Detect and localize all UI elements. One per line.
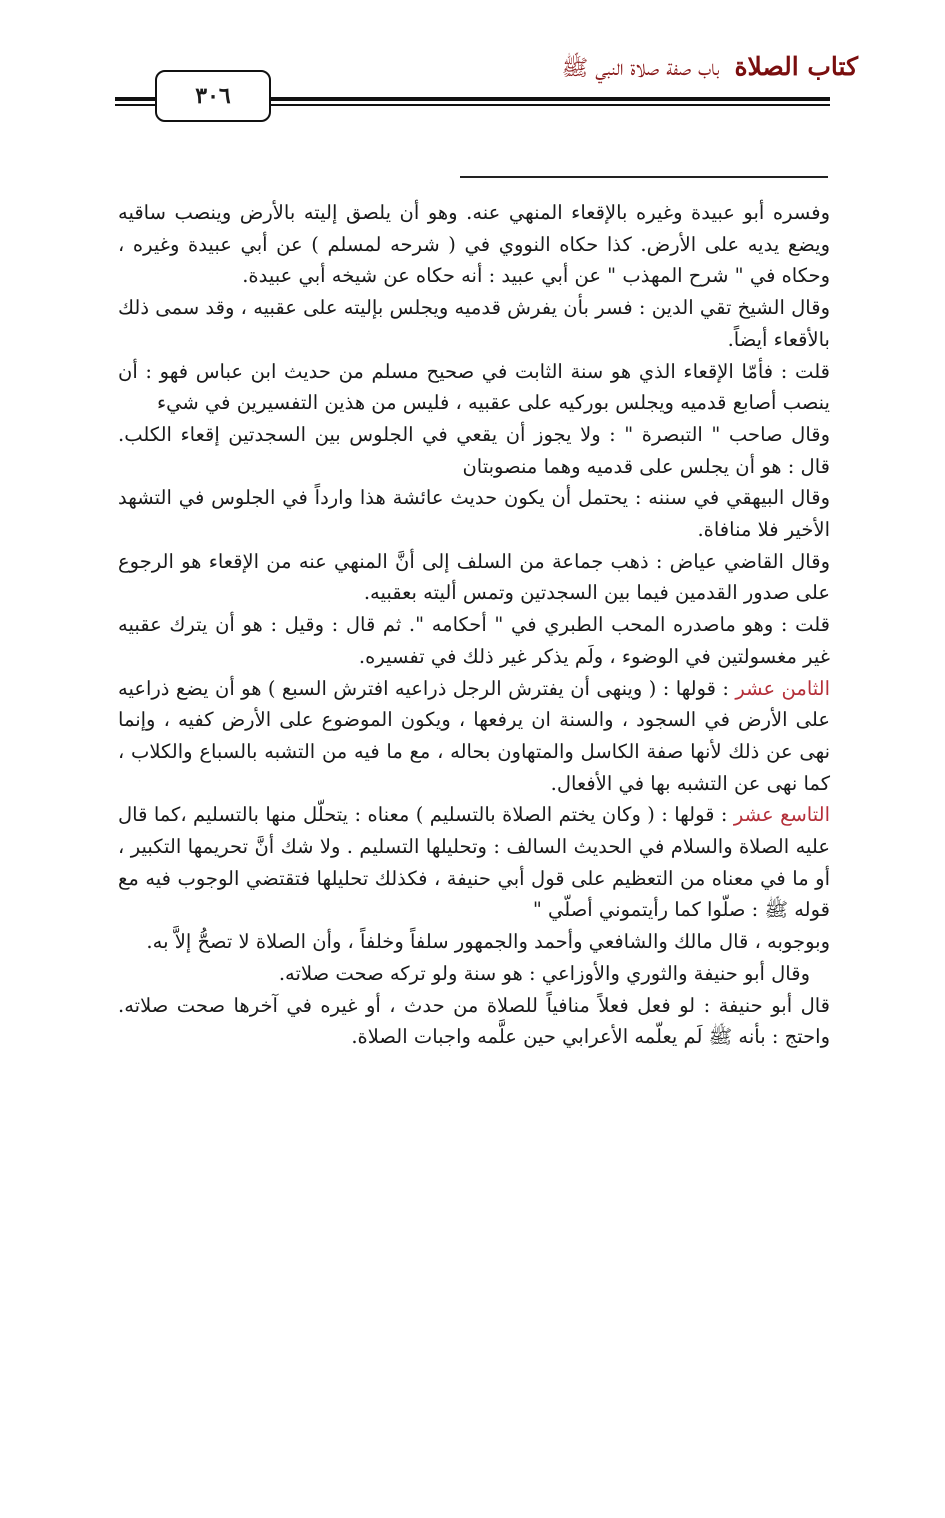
paragraph-text: : قولها : ( وكان يختم الصلاة بالتسليم ) معناه : يتحلّل منها بالتسليم ،كما قال عليه الصلاة والسلام في الحديث السالف : وتحليلها التسليم . ولا شك أنَّ تحريمها التكبير ، أو ما في معناه من التعظيم على قول أبي حنيفة ، فكذلك تحليلها فتقتضي الوجوب فيه مع قوله ﷺ : صلّوا كما رأيتموني أصلّي " [118,803,830,922]
paragraph-text: وقال الشيخ تقي الدين : فسر بأن يفرش قدميه ويجلس بإليته على عقبيه ، وقد سمى ذلك بالأقعاء أيضاً. [118,296,830,351]
paragraph [118,990,830,1053]
page-number: ٣٠٦ [195,83,231,109]
section-lead: الثامن عشر [735,676,831,700]
running-title [562,52,858,86]
paragraph [118,292,830,355]
paragraph-text: قال أبو حنيفة : لو فعل فعلاً منافياً للصلاة من حدث ، أو غيره في آخرها صحت صلاته. واحتج : بأنه ﷺ لَم يعلّمه الأعرابي حين علَّمه واجبات الصلاة. [118,993,830,1049]
paragraph [118,799,830,926]
paragraph [118,482,830,545]
paragraph-text: قلت : وهو ماصدره المحب الطبري في " أحكامه ". ثم قال : وقيل : هو أن يترك عقبيه غير مغسولتين في الوضوء ، ولَم يذكر غير ذلك في تفسيره. [118,613,830,668]
chapter-title: باب صفة صلاة النبي ﷺ [561,56,720,81]
paragraph-text: وقال صاحب " التبصرة " : ولا يجوز أن يقعي في الجلوس بين السجدتين إقعاء الكلب. قال : هو أن يجلس على قدميه وهما منصوبتان [118,422,830,478]
section-lead: التاسع عشر [733,803,830,827]
page-header [0,0,945,130]
paragraph-text: وقال أبو حنيفة والثوري والأوزاعي : هو سنة ولو تركه صحت صلاته. [278,961,810,985]
paragraph-text: : قولها : ( وينهى أن يفترش الرجل ذراعيه افترش السبع ) هو أن يضع ذراعيه على الأرض في السجود ، والسنة ان يرفعها ، ويكون الموضوع على الأرض كفيه ، وإنما نهى عن ذلك لأنها صفة الكاسل والمتهاون بحاله ، مع ما فيه من التشبه بالسباع والكلاب ، كما نهى عن التشبه بها في الأفعال. [118,676,830,795]
paragraph [118,197,830,292]
book-title: كتاب الصلاة [734,52,858,81]
paragraph-text: وبوجوبه ، قال مالك والشافعي وأحمد والجمهور سلفاً وخلفاً ، وأن الصلاة لا تصحُّ إلاَّ به. [146,930,830,954]
paragraph [118,958,830,990]
paragraph [118,546,830,609]
paragraph-text: وقال البيهقي في سننه : يحتمل أن يكون حديث عائشة هذا وارداً في الجلوس في التشهد الأخير فلا منافاة. [118,486,830,542]
paragraph-text: قلت : فأمّا الإقعاء الذي هو سنة الثابت في صحيح مسلم من حديث ابن عباس فهو : أن ينصب أصابع قدميه ويجلس بوركيه على عقبيه ، فليس من هذين التفسيرين في شيء [118,359,830,415]
body-text [118,197,830,1053]
paragraph [118,419,830,482]
paragraph [118,356,830,419]
separator-rule [460,176,828,178]
paragraph-text: وقال القاضي عياض : ذهب جماعة من السلف إلى أنَّ المنهي عنه من الإقعاء هو الرجوع على صدور القدمين فيما بين السجدتين وتمس أليته بعقبيه. [118,549,830,605]
paragraph-text: وفسره أبو عبيدة وغيره بالإقعاء المنهي عنه. وهو أن يلصق إليته بالأرض وينصب ساقيه ويضع يديه على الأرض. كذا حكاه النووي في ( شرحه لمسلم ) عن أبي عبيدة وغيره ، وحكاه في " شرح المهذب " عن أبي عبيد : أنه حكاه عن شيخه أبي عبيدة. [118,201,830,288]
paragraph [118,926,830,958]
paragraph [118,673,830,800]
page-number-box [155,70,271,122]
paragraph [118,609,830,672]
